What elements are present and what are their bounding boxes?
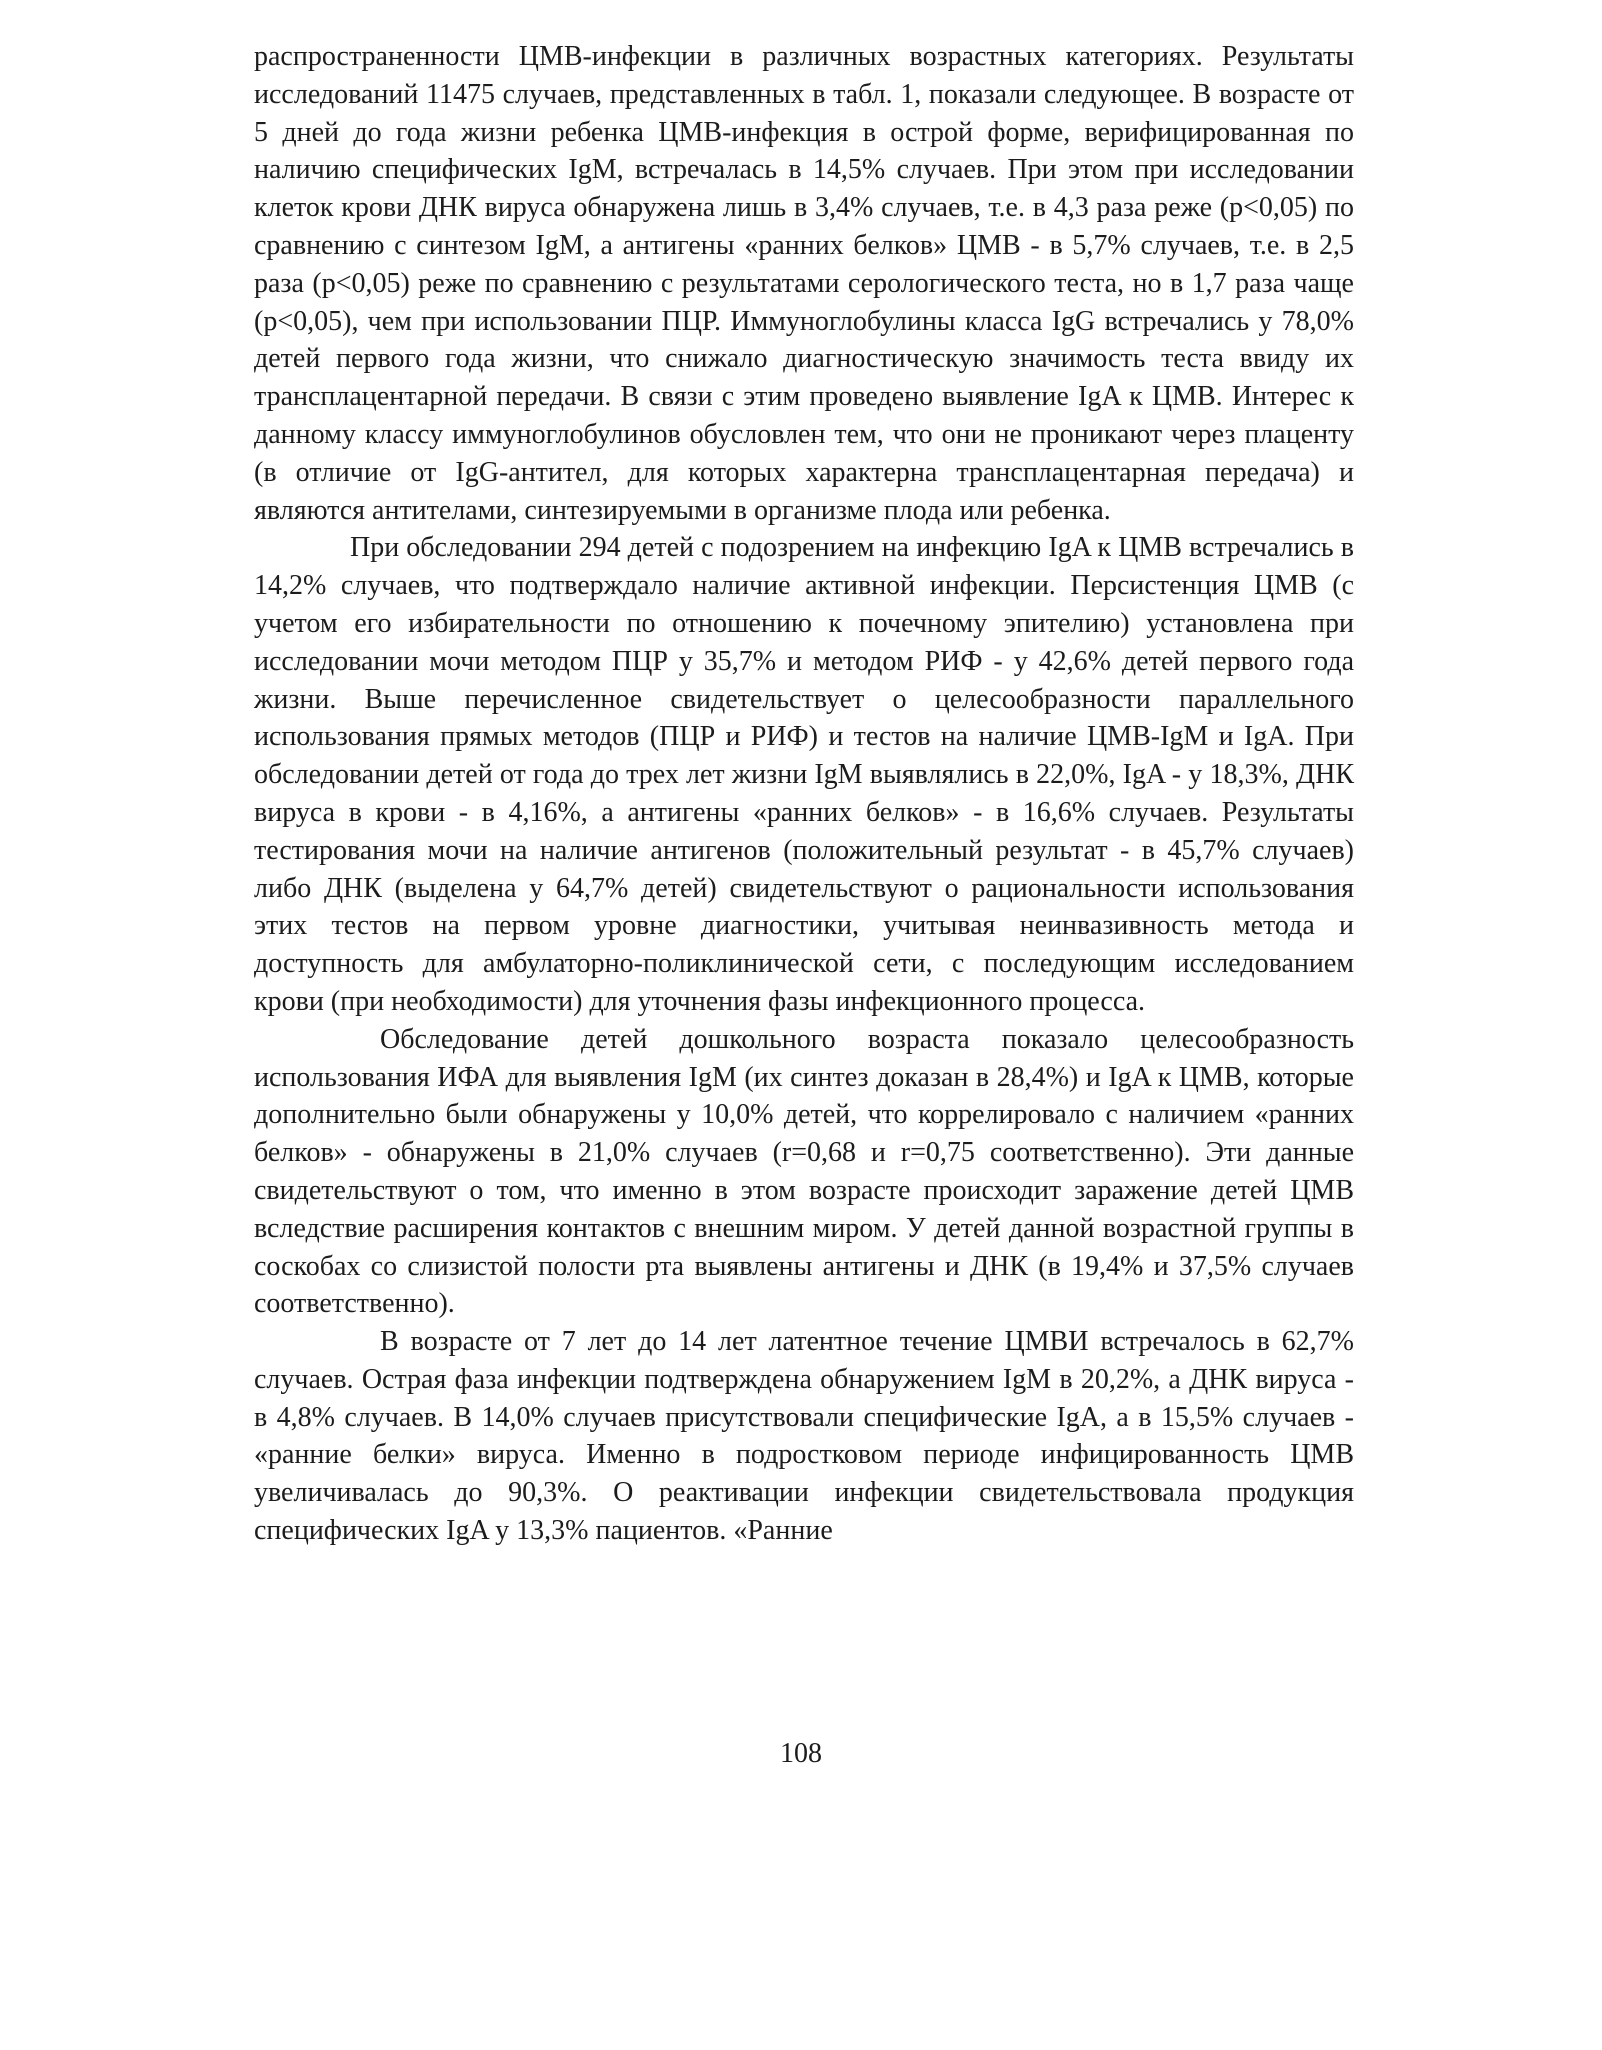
paragraph: распространенности ЦМВ-инфекции в различных возрастных категориях. Результаты исследований 11475 случаев, представленных в табл. 1, показали следующее. В возрасте от 5 дней до года жизни ребенка ЦМВ-инфекция в острой форме, верифицированная по наличию специфических IgM, встречалась в 14,5% случаев. При этом при исследовании клеток крови ДНК вируса обнаружена лишь в 3,4% случаев, т.е. в 4,3 раза реже (р<0,05) по сравнению с синтезом IgM, а антигены «ранних белков» ЦМВ - в 5,7% случаев, т.е. в 2,5 раза (р<0,05) реже по сравнению с результатами серологического теста, но в 1,7 раза чаще (р<0,05), чем при использовании ПЦР. Иммуноглобулины класса IgG встречались у 78,0% детей первого года жизни, что снижало диагностическую значимость теста ввиду их трансплацентарной передачи. В связи с этим проведено выявление IgA к ЦМВ. Интерес к данному классу иммуноглобулинов обусловлен тем, что они не проникают через плаценту (в отличие от IgG-антител, для которых характерна трансплацентарная передача) и являются антителами, синтезируемыми в организме плода или ребенка. bbox=[254, 41, 1354, 526]
document-body bbox=[254, 38, 1354, 1550]
paragraph: Обследование детей дошкольного возраста показало целесообразность использования ИФА для выявления IgM (их синтез доказан в 28,4%) и IgA к ЦМВ, которые дополнительно были обнаружены у 10,0% детей, что коррелировало с наличием «ранних белков» - обнаружены в 21,0% случаев (r=0,68 и r=0,75 соответственно). Эти данные свидетельствуют о том, что именно в этом возрасте происходит заражение детей ЦМВ вследствие расширения контактов с внешним миром. У детей данной возрастной группы в соскобах со слизистой полости рта выявлены антигены и ДНК (в 19,4% и 37,5% случаев соответственно). bbox=[254, 1023, 1354, 1320]
paragraph: В возрасте от 7 лет до 14 лет латентное течение ЦМВИ встречалось в 62,7% случаев. Острая фаза инфекции подтверждена обнаружением IgM в 20,2%, а ДНК вируса - в 4,8% случаев. В 14,0% случаев присутствовали специфические IgA, а в 15,5% случаев - «ранние белки» вируса. Именно в подростковом периоде инфицированность ЦМВ увеличивалась до 90,3%. О реактивации инфекции свидетельствовала продукция специфических IgA у 13,3% пациентов. «Ранние bbox=[254, 1326, 1354, 1547]
paragraph: При обследовании 294 детей с подозрением на инфекцию IgA к ЦМВ встречались в 14,2% случаев, что подтверждало наличие активной инфекции. Персистенция ЦМВ (с учетом его избирательности по отношению к почечному эпителию) установлена при исследовании мочи методом ПЦР у 35,7% и методом РИФ - у 42,6% детей первого года жизни. Выше перечисленное свидетельствует о целесообразности параллельного использования прямых методов (ПЦР и РИФ) и тестов на наличие ЦМВ-IgM и IgA. При обследовании детей от года до трех лет жизни IgM выявлялись в 22,0%, IgA - у 18,3%, ДНК вируса в крови - в 4,16%, а антигены «ранних белков» - в 16,6% случаев. Результаты тестирования мочи на наличие антигенов (положительный результат - в 45,7% случаев) либо ДНК (выделена у 64,7% детей) свидетельствуют о рациональности использования этих тестов на первом уровне диагностики, учитывая неинвазивность метода и доступность для амбулаторно-поликлинической сети, с последующим исследованием крови (при необходимости) для уточнения фазы инфекционного процесса. bbox=[254, 532, 1354, 1017]
page-number: 108 bbox=[780, 1738, 822, 1769]
